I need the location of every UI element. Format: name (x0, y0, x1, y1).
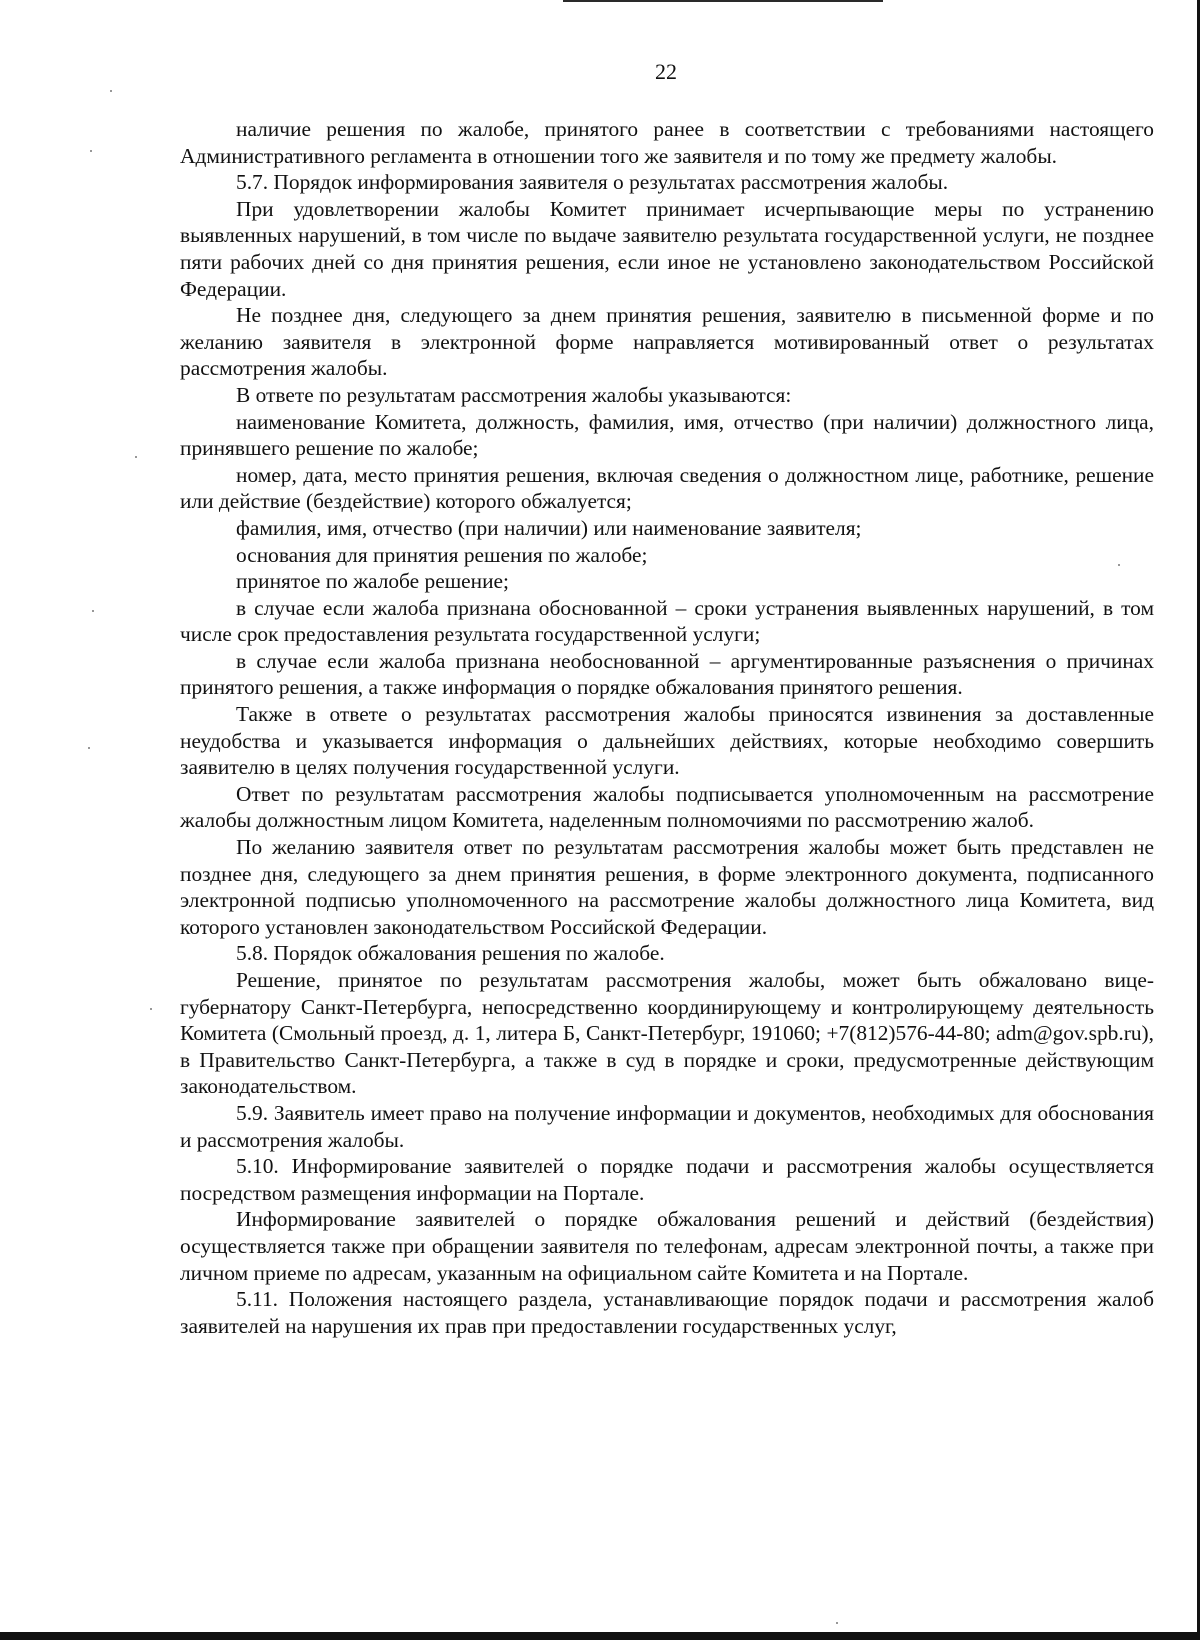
paragraph: Решение, принятое по результатам рассмотрения жалобы, может быть обжаловано вице-губернатору Санкт-Петербурга, непосредственно координирующему и контролирующему деятельность Комитета (Смольный проезд, д. 1, литера Б, Санкт-Петербург, 191060; +7(812)576-44-80; adm@gov.spb.ru), в Правительство Санкт-Петербурга, а также в суд в порядке и сроки, предусмотренные действующим законодательством. (180, 968, 1154, 1099)
scan-speck (836, 1622, 838, 1624)
paragraph: номер, дата, место принятия решения, включая сведения о должностном лице, работнике, решение или действие (бездействие) которого обжалуется; (180, 462, 1154, 514)
paragraph: Также в ответе о результатах рассмотрения жалобы приносятся извинения за доставленные неудобства и указывается информация о дальнейших действиях, которые необходимо совершить заявителю в целях получения государственной услуги. (180, 702, 1154, 780)
paragraph: Информирование заявителей о порядке обжалования решений и действий (бездействия) осуществляется также при обращении заявителя по телефонам, адресам электронной почты, а также при личном приеме по адресам, указанным на официальном сайте Комитета и на Портале. (180, 1207, 1154, 1285)
paragraph: 5.8. Порядок обжалования решения по жалобе. (236, 941, 665, 966)
scan-top-rule (563, 0, 883, 2)
paragraph: По желанию заявителя ответ по результатам рассмотрения жалобы может быть представлен не позднее дня, следующего за днем принятия решения, в форме электронного документа, подписанного электронной подписью уполномоченного на рассмотрение жалобы должностного лица Комитета, вид которого установлен законодательством Российской Федерации. (180, 835, 1154, 939)
scan-bottom-edge (0, 1632, 1200, 1640)
paragraph: 5.10. Информирование заявителей о порядке подачи и рассмотрения жалобы осуществляется посредством размещения информации на Портале. (180, 1154, 1154, 1205)
paragraph: принятое по жалобе решение; (236, 569, 509, 594)
paragraph: основания для принятия решения по жалобе; (236, 542, 648, 567)
paragraph: Не позднее дня, следующего за днем принятия решения, заявителю в письменной форме и по желанию заявителя в электронной форме направляется мотивированный ответ о результатах рассмотрения жалобы. (180, 303, 1154, 381)
paragraph: в случае если жалоба признана обоснованной – сроки устранения выявленных нарушений, в том числе срок предоставления результата государственной услуги; (180, 595, 1154, 647)
paragraph: Ответ по результатам рассмотрения жалобы подписывается уполномоченным на рассмотрение жалобы должностным лицом Комитета, наделенным полномочиями по рассмотрению жалоб. (180, 781, 1154, 833)
paragraph: наименование Комитета, должность, фамилия, имя, отчество (при наличии) должностного лица, принявшего решение по жалобе; (180, 409, 1154, 461)
scan-speck (90, 150, 92, 152)
paragraph: 5.7. Порядок информирования заявителя о результатах рассмотрения жалобы. (236, 170, 949, 195)
paragraph: 5.11. Положения настоящего раздела, устанавливающие порядок подачи и рассмотрения жалоб заявителей на нарушения их прав при предоставлении государственных услуг, (180, 1287, 1154, 1338)
paragraph: В ответе по результатам рассмотрения жалобы указываются: (236, 382, 792, 407)
paragraph: 5.9. Заявитель имеет право на получение информации и документов, необходимых для обоснования и рассмотрения жалобы. (180, 1100, 1154, 1152)
scan-speck (88, 747, 90, 749)
page-number: 22 (655, 59, 677, 84)
paragraph: наличие решения по жалобе, принятого ранее в соответствии с требованиями настоящего Административного регламента в отношении того же заявителя и по тому же предмету жалобы. (180, 117, 1154, 168)
document-body (180, 116, 1154, 1339)
paragraph: При удовлетворении жалобы Комитет принимает исчерпывающие меры по устранению выявленных нарушений, в том числе по выдаче заявителю результата государственной услуги, не позднее пяти рабочих дней со дня принятия решения, если иное не установлено законодательством Российской Федерации. (180, 196, 1154, 301)
scan-speck (150, 1008, 152, 1010)
paragraph: в случае если жалоба признана необоснованной – аргументированные разъяснения о причинах принятого решения, а также информация о порядке обжалования принятого решения. (180, 648, 1154, 700)
scan-speck (92, 610, 94, 612)
scan-speck (135, 456, 137, 458)
paragraph: фамилия, имя, отчество (при наличии) или наименование заявителя; (236, 515, 862, 540)
scan-speck (110, 90, 112, 92)
